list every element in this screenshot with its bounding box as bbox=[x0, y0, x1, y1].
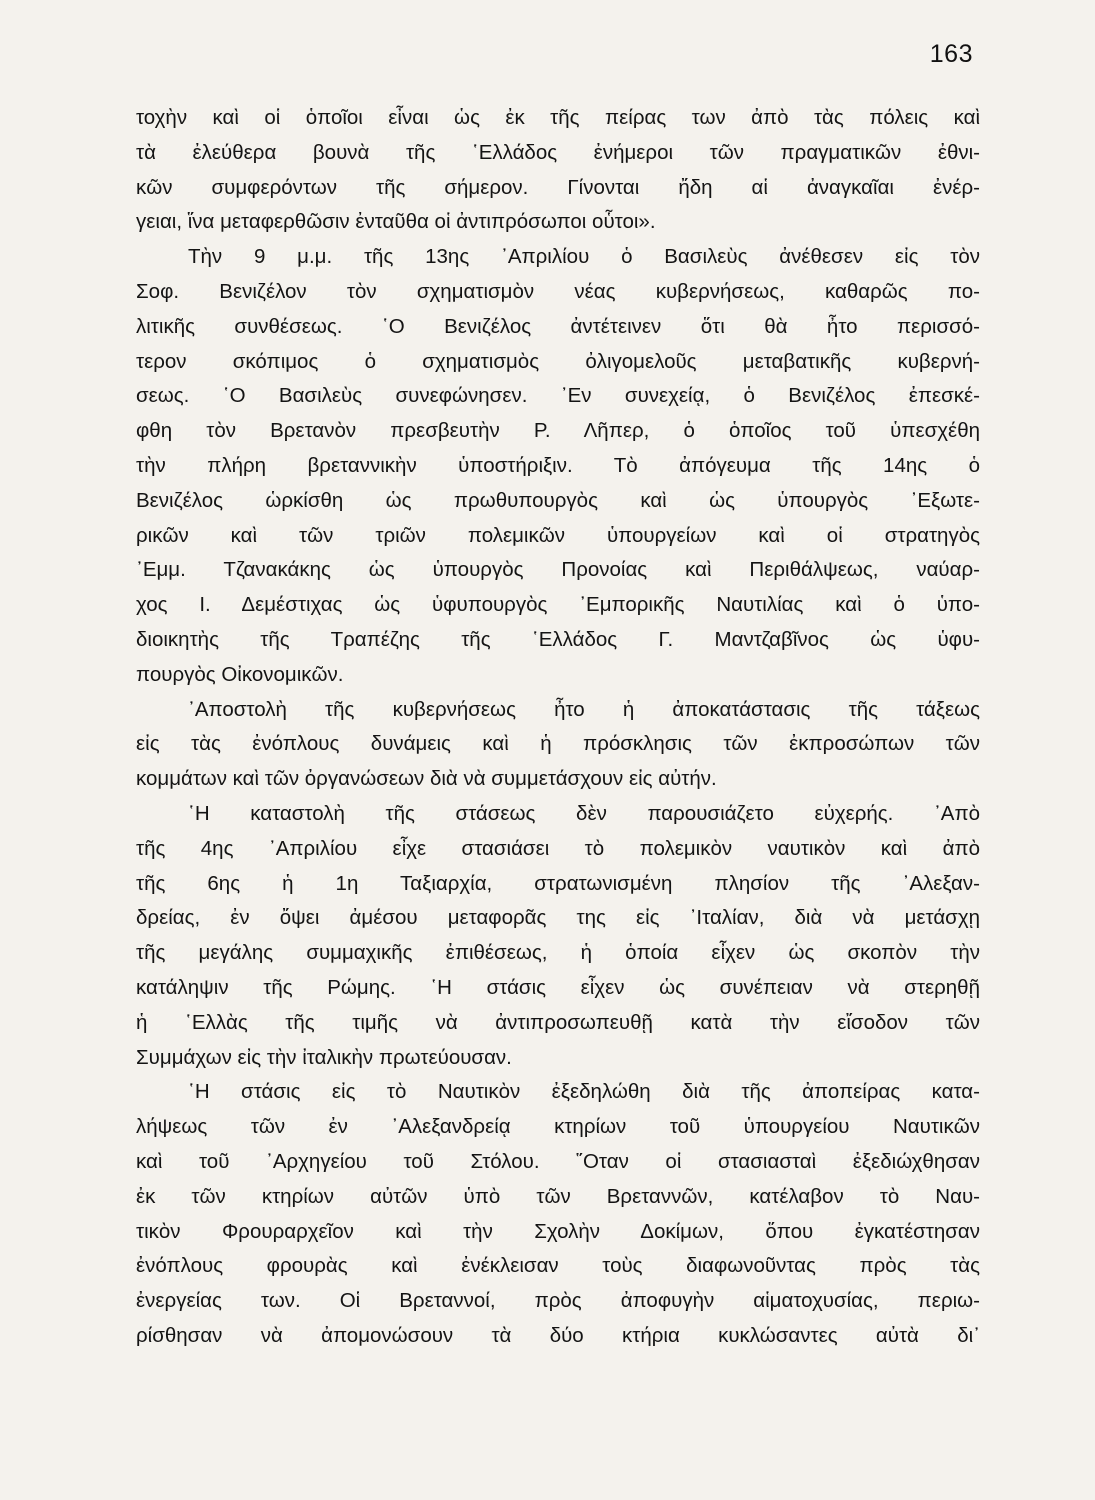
text-line: ἐκ τῶν κτηρίων αὐτῶν ὑπὸ τῶν Βρεταννῶν, κατέλαβον τὸ Ναυ- bbox=[136, 1184, 980, 1208]
text-line: τῆς 4ης ᾿Απριλίου εἶχε στασιάσει τὸ πολεμικὸν ναυτικὸν καὶ ἀπὸ bbox=[136, 836, 980, 860]
text-line: Βενιζέλος ὡρκίσθη ὡς πρωθυπουργὸς καὶ ὡς ὑπουργὸς ᾿Εξωτε- bbox=[136, 488, 980, 512]
text-line: τερον σκόπιμος ὁ σχηματισμὸς ὀλιγομελοῦς μεταβατικῆς κυβερνή- bbox=[136, 349, 980, 373]
text-line: λιτικῆς συνθέσεως. ῾Ο Βενιζέλος ἀντέτεινεν ὅτι θὰ ἦτο περισσό- bbox=[136, 314, 980, 338]
text-line: σεως. ῾Ο Βασιλεὺς συνεφώνησεν. ᾿Εν συνεχείᾳ, ὁ Βενιζέλος ἐπεσκέ- bbox=[136, 384, 980, 408]
text-line: ῾Η καταστολὴ τῆς στάσεως δὲν παρουσιάζετο εὐχερής. ᾿Απὸ bbox=[188, 801, 980, 825]
text-line: Σοφ. Βενιζέλον τὸν σχηματισμὸν νέας κυβερνήσεως, καθαρῶς πο- bbox=[136, 279, 980, 303]
text-line: τῆς μεγάλης συμμαχικῆς ἐπιθέσεως, ἡ ὁποία εἶχεν ὡς σκοπὸν τὴν bbox=[136, 941, 980, 965]
text-line: ἐνόπλους φρουρὰς καὶ ἐνέκλεισαν τοὺς διαφωνοῦντας πρὸς τὰς bbox=[136, 1254, 980, 1278]
text-line: φθη τὸν Βρετανὸν πρεσβευτὴν Ρ. Λῆπερ, ὁ ὁποῖος τοῦ ὑπεσχέθη bbox=[136, 419, 980, 443]
text-line: τικὸν Φρουραρχεῖον καὶ τὴν Σχολὴν Δοκίμων, ὅπου ἐγκατέστησαν bbox=[136, 1219, 980, 1243]
text-line: πουργὸς Οἰκονομικῶν. bbox=[136, 662, 344, 686]
text-line: γειαι, ἵνα μεταφερθῶσιν ἐνταῦθα οἱ ἀντιπρόσωποι οὗτοι». bbox=[136, 210, 656, 234]
text-line: τῆς 6ης ἡ 1η Ταξιαρχία, στρατωνισμένη πλησίον τῆς ᾿Αλεξαν- bbox=[136, 871, 980, 895]
text-line: κῶν συμφερόντων τῆς σήμερον. Γίνονται ἤδη αἱ ἀναγκαῖαι ἐνέρ- bbox=[136, 175, 980, 199]
text-line: χος Ι. Δεμέστιχας ὡς ὑφυπουργὸς ᾿Εμπορικῆς Ναυτιλίας καὶ ὁ ὑπο- bbox=[136, 593, 980, 617]
text-line: δρείας, ἐν ὄψει ἀμέσου μεταφορᾶς της εἰς ᾿Ιταλίαν, διὰ νὰ μετάσχῃ bbox=[136, 906, 980, 930]
text-line: κατάληψιν τῆς Ρώμης. ῾Η στάσις εἶχεν ὡς συνέπειαν νὰ στερηθῇ bbox=[136, 975, 980, 999]
text-line: εἰς τὰς ἐνόπλους δυνάμεις καὶ ἡ πρόσκλησις τῶν ἐκπροσώπων τῶν bbox=[136, 732, 980, 756]
text-line: τὴν πλήρη βρεταννικὴν ὑποστήριξιν. Τὸ ἀπόγευμα τῆς 14ης ὁ bbox=[136, 453, 980, 477]
text-line: Συμμάχων εἰς τὴν ἰταλικὴν πρωτεύουσαν. bbox=[136, 1045, 512, 1069]
text-line: ῾Η στάσις εἰς τὸ Ναυτικὸν ἐξεδηλώθη διὰ τῆς ἀποπείρας κατα- bbox=[188, 1080, 980, 1104]
page-number: 163 bbox=[929, 40, 973, 68]
text-line: τὰ ἐλεύθερα βουνὰ τῆς ῾Ελλάδος ἐνήμεροι τῶν πραγματικῶν ἐθνι- bbox=[136, 140, 980, 164]
text-line: ᾿Αποστολὴ τῆς κυβερνήσεως ἦτο ἡ ἀποκατάστασις τῆς τάξεως bbox=[188, 697, 980, 721]
text-line: λήψεως τῶν ἐν ᾿Αλεξανδρείᾳ κτηρίων τοῦ ὑπουργείου Ναυτικῶν bbox=[136, 1115, 980, 1139]
text-line: Τὴν 9 μ.μ. τῆς 13ης ᾿Απριλίου ὁ Βασιλεὺς ἀνέθεσεν εἰς τὸν bbox=[188, 245, 980, 269]
text-line: ρικῶν καὶ τῶν τριῶν πολεμικῶν ὑπουργείων καὶ οἱ στρατηγὸς bbox=[136, 523, 980, 547]
body-text bbox=[136, 101, 980, 1354]
text-line: κομμάτων καὶ τῶν ὀργανώσεων διὰ νὰ συμμετάσχουν εἰς αὐτήν. bbox=[136, 767, 717, 791]
text-line: ἐνεργείας των. Οἱ Βρεταννοί, πρὸς ἀποφυγὴν αἱματοχυσίας, περιω- bbox=[136, 1289, 980, 1313]
text-line: ἡ ῾Ελλὰς τῆς τιμῆς νὰ ἀντιπροσωπευθῇ κατὰ τὴν εἴσοδον τῶν bbox=[136, 1010, 980, 1034]
text-line: τοχὴν καὶ οἱ ὁποῖοι εἶναι ὡς ἐκ τῆς πείρας των ἀπὸ τὰς πόλεις καὶ bbox=[136, 106, 980, 129]
text-line: ρίσθησαν νὰ ἀπομονώσουν τὰ δύο κτήρια κυκλώσαντες αὐτὰ δι᾿ bbox=[136, 1323, 980, 1347]
text-line: καὶ τοῦ ᾿Αρχηγείου τοῦ Στόλου. ῞Οταν οἱ στασιασταὶ ἐξεδιώχθησαν bbox=[136, 1149, 980, 1173]
text-line: ᾿Εμμ. Τζανακάκης ὡς ὑπουργὸς Προνοίας καὶ Περιθάλψεως, ναύαρ- bbox=[136, 558, 980, 582]
text-line: διοικητὴς τῆς Τραπέζης τῆς ῾Ελλάδος Γ. Μαντζαβῖνος ὡς ὑφυ- bbox=[136, 627, 980, 651]
